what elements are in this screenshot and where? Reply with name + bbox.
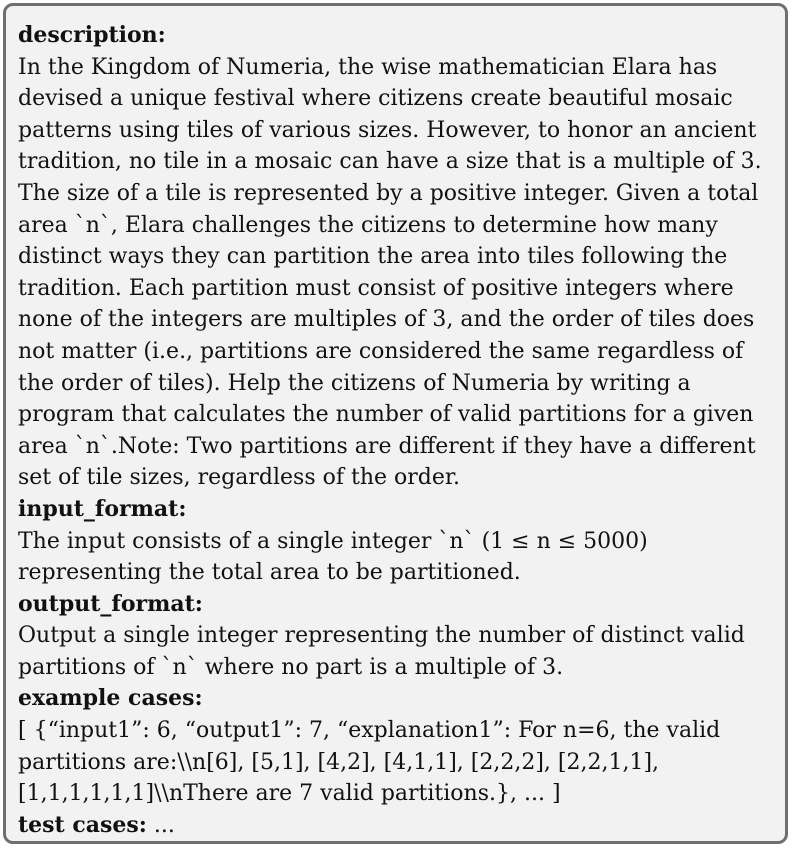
problem-card: [3, 3, 788, 844]
description-line: distinct ways they can partition the area into tiles following the: [18, 244, 728, 270]
description-line: area `n`, Elara challenges the citizens to determine how many: [18, 212, 718, 238]
example-cases-label: example cases:: [18, 685, 203, 712]
description-line: not matter (i.e., partitions are considered the same regardless of: [18, 338, 744, 364]
description-line: The size of a tile is represented by a positive integer. Given a total: [18, 180, 759, 206]
test-cases-value: ...: [146, 812, 175, 838]
input-format-line: representing the total area to be partitioned.: [18, 560, 521, 586]
description-line: devised a unique festival where citizens create beautiful mosaic: [18, 86, 733, 112]
output-format-line: Output a single integer representing the number of distinct valid: [18, 623, 745, 649]
example-cases-line: partitions are:\\n[6], [5,1], [4,2], [4,1,1], [2,2,2], [2,2,1,1],: [18, 749, 660, 775]
output-format-line: partitions of `n` where no part is a multiple of 3.: [18, 654, 564, 680]
description-line: tradition, no tile in a mosaic can have a size that is a multiple of 3.: [18, 149, 762, 175]
example-cases-line: [1,1,1,1,1,1]\\nThere are 7 valid partitions.}, ... ]: [18, 781, 561, 807]
input-format-label: input_format:: [18, 495, 187, 522]
description-label: description:: [18, 22, 166, 48]
description-line: In the Kingdom of Numeria, the wise mathematician Elara has: [18, 54, 718, 80]
description-text: [18, 52, 773, 494]
test-cases-row: [18, 810, 773, 842]
output-format-text: [18, 620, 773, 683]
example-cases-text: [18, 715, 773, 810]
input-format-text: [18, 526, 773, 589]
description-line: tradition. Each partition must consist of positive integers where: [18, 275, 734, 301]
example-cases-line: [ {“input1”: 6, “output1”: 7, “explanation1”: For n=6, the valid: [18, 718, 721, 744]
description-line: area `n`.Note: Two partitions are different if they have a different: [18, 433, 756, 459]
input-format-line: The input consists of a single integer `n` (1 ≤ n ≤ 5000): [18, 528, 648, 554]
description-line: none of the integers are multiples of 3, and the order of tiles does: [18, 307, 755, 333]
output-format-label: output_format:: [18, 590, 203, 617]
test-cases-label: test cases:: [18, 811, 147, 838]
description-line: the order of tiles). Help the citizens of Numeria by writing a: [18, 370, 691, 396]
description-line: patterns using tiles of various sizes. However, to honor an ancient: [18, 117, 757, 143]
description-line: set of tile sizes, regardless of the order.: [18, 465, 460, 491]
description-line: program that calculates the number of valid partitions for a given: [18, 402, 754, 428]
